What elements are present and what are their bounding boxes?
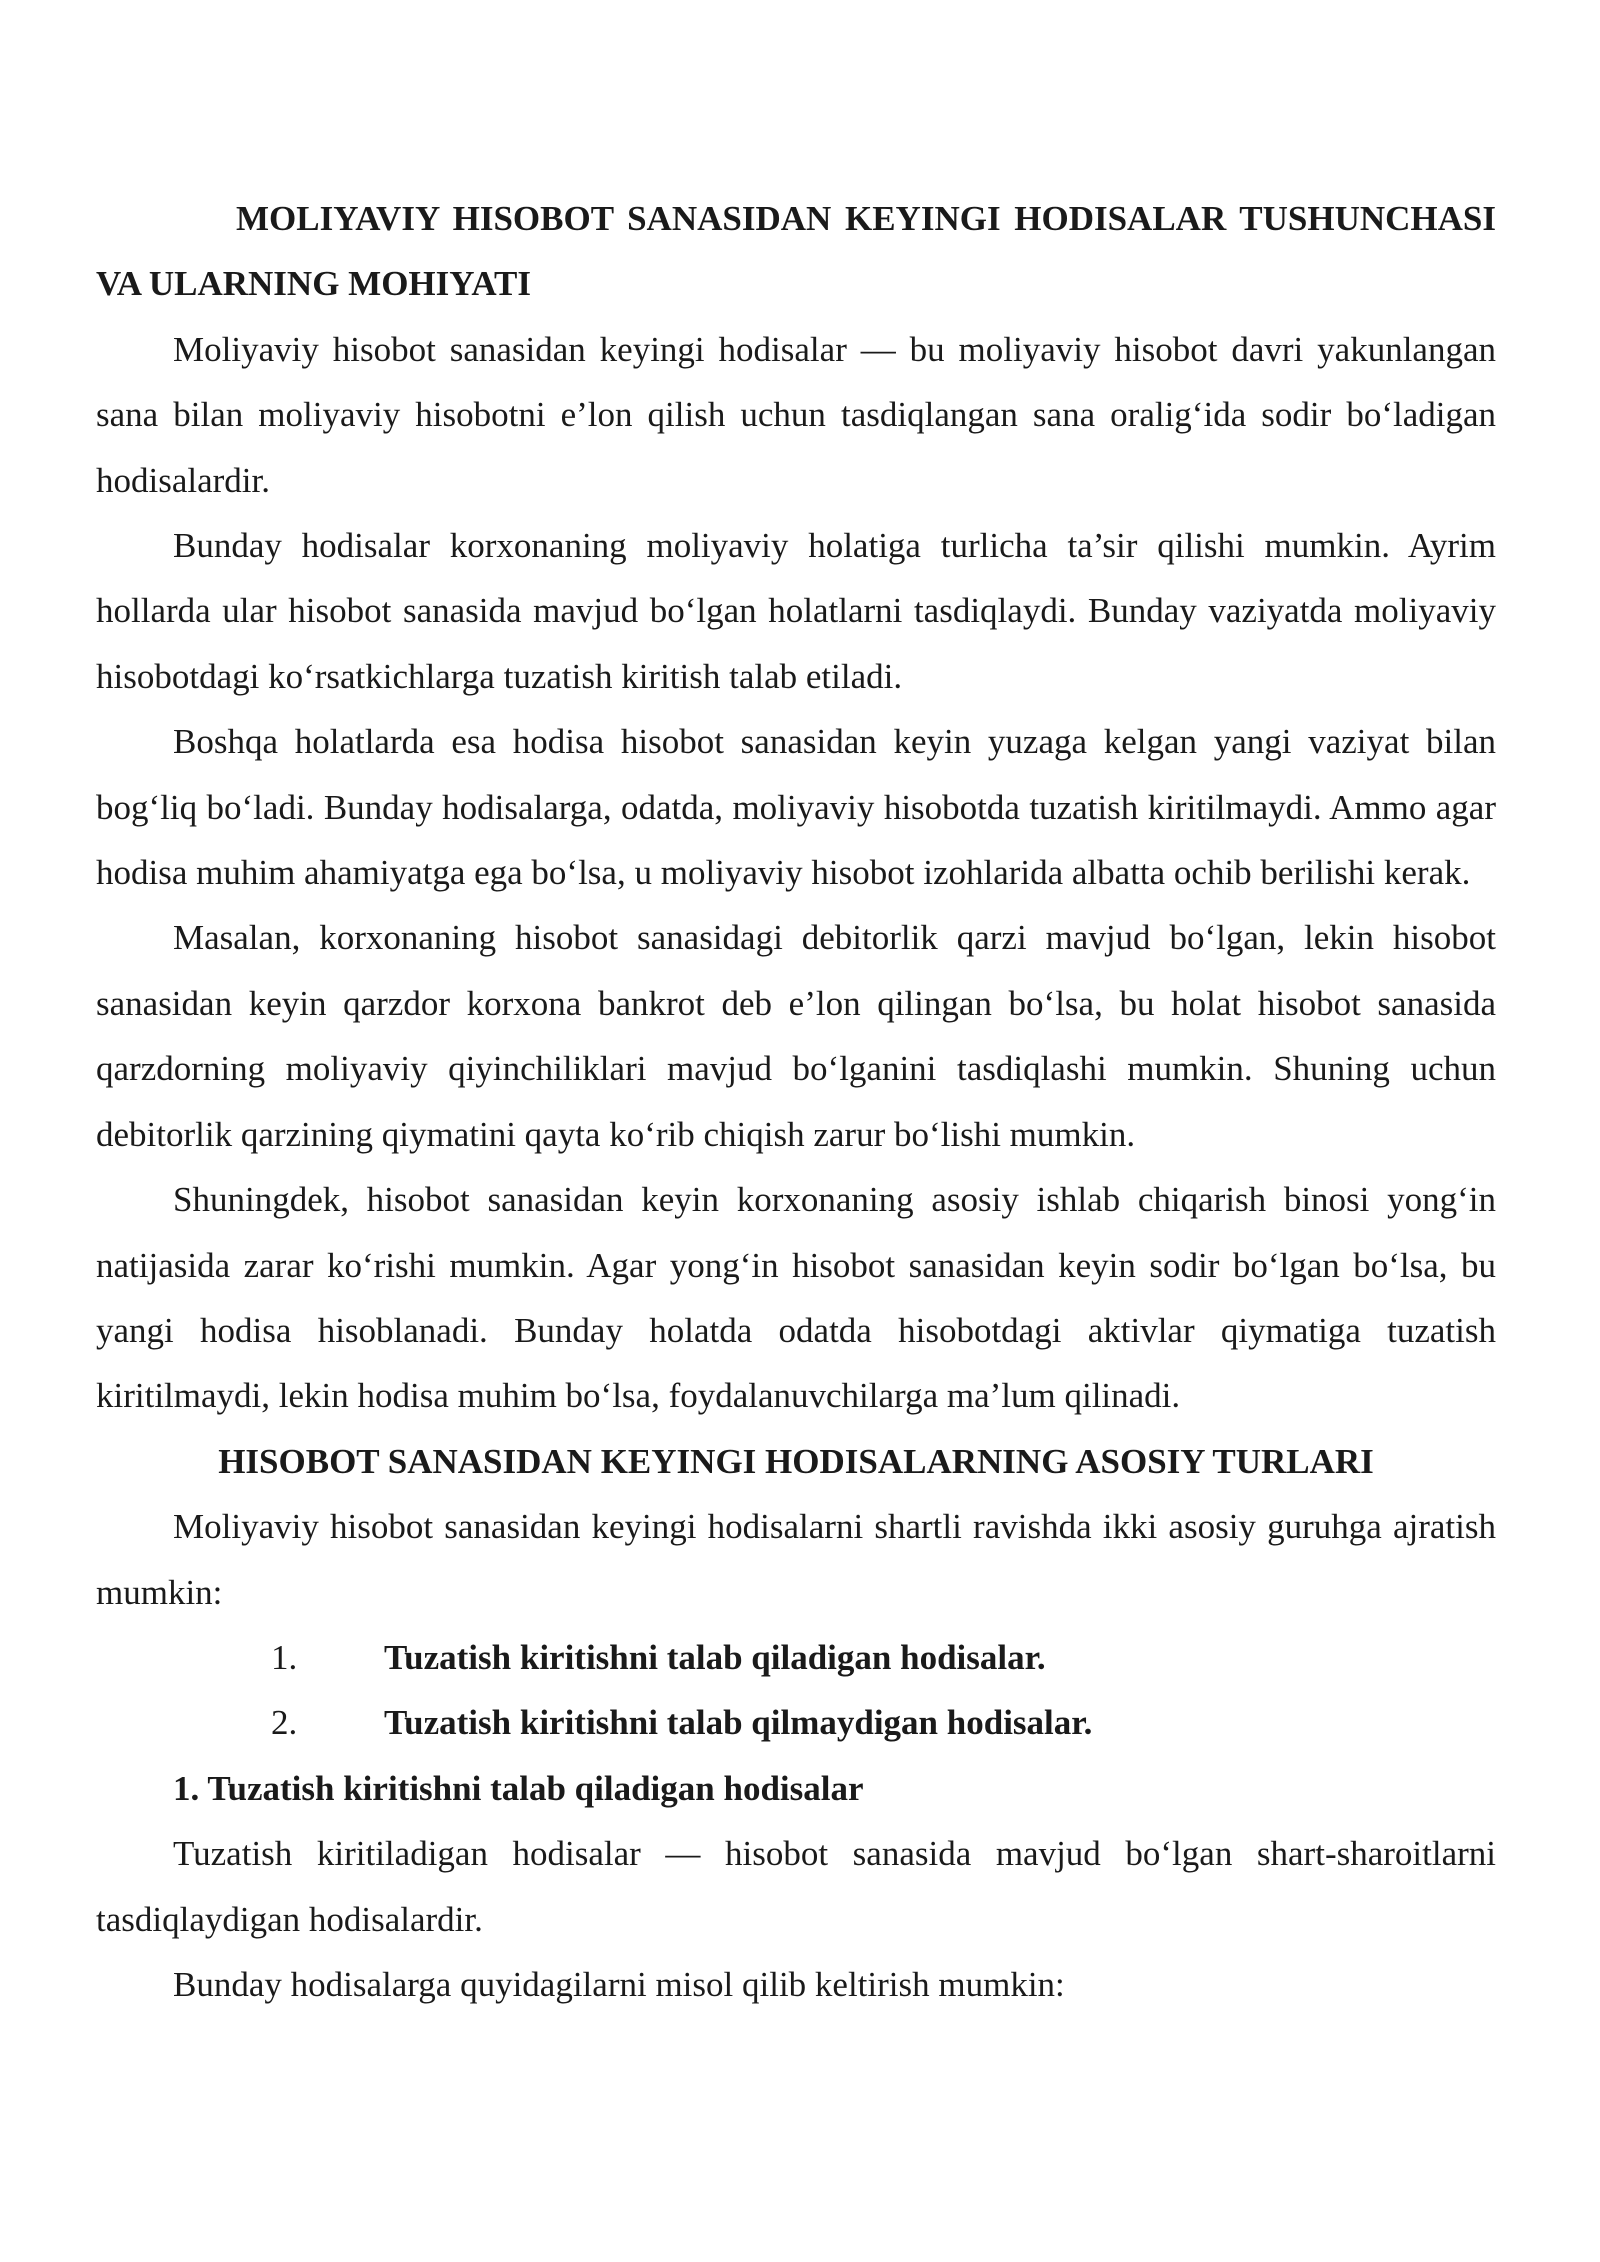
subheading-adjusting-events: 1. Tuzatish kiritishni talab qiladigan hodisalar [173,1768,864,1808]
paragraph-section-intro: Moliyaviy hisobot sanasidan keyingi hodisalarni shartli ravishda ikki asosiy guruhga ajratish mumkin: [96,1507,1496,1612]
paragraph-impact: Bunday hodisalar korxonaning moliyaviy holatiga turlicha ta’sir qilishi mumkin. Ayrim hollarda ular hisobot sanasida mavjud bo‘lgan holatlarni tasdiqlaydi. Bunday vaziyatda moliyaviy hisobotdagi ko‘rsatkichlarga tuzatish kiritish talab etiladi. [96,526,1496,696]
list-item-text: Tuzatish kiritishni talab qilmaydigan hodisalar. [384,1703,1093,1743]
paragraph-adjusting-definition: Tuzatish kiritiladigan hodisalar — hisobot sanasida mavjud bo‘lgan shart-sharoitlarni tasdiqlaydigan hodisalardir. [96,1834,1496,1939]
list-item [96,1690,1496,1755]
paragraph-examples-lead: Bunday hodisalarga quyidagilarni misol qilib keltirish mumkin: [173,1964,1065,2004]
document-page [96,186,1496,2017]
paragraph-new-situation: Boshqa holatlarda esa hodisa hisobot sanasidan keyin yuzaga kelgan yangi vaziyat bilan bog‘liq bo‘ladi. Bunday hodisalarga, odatda, moliyaviy hisobotda tuzatish kiritilmaydi. Ammo agar hodisa muhim ahamiyatga ega bo‘lsa, u moliyaviy hisobot izohlarida albatta ochib berilishi kerak. [96,722,1496,893]
section-heading: HISOBOT SANASIDAN KEYINGI HODISALARNING ASOSIY TURLARI [218,1441,1374,1481]
paragraph-definition: Moliyaviy hisobot sanasidan keyingi hodisalar — bu moliyaviy hisobot davri yakunlangan sana bilan moliyaviy hisobotni e’lon qilish uchun tasdiqlangan sana oralig‘ida sodir bo‘ladigan hodisalardir. [96,329,1496,500]
paragraph-example-fire: Shuningdek, hisobot sanasidan keyin korxonaning asosiy ishlab chiqarish binosi yong‘in natijasida zarar ko‘rishi mumkin. Agar yong‘in hisobot sanasidan keyin sodir bo‘lgan bo‘lsa, bu yangi hodisa hisoblanadi. Bunday holatda odatda hisobotdagi aktivlar qiymatiga tuzatish kiritilmaydi, lekin hodisa muhim bo‘lsa, foydalanuvchilarga ma’lum qilinadi. [96,1180,1496,1416]
list-item-number: 1. [271,1637,298,1677]
list-item-number: 2. [271,1703,298,1743]
list-item-text: Tuzatish kiritishni talab qiladigan hodisalar. [384,1637,1046,1677]
document-title: MOLIYAVIY HISOBOT SANASIDAN KEYINGI HODISALAR TUSHUNCHASI VA ULARNING MOHIYATI [96,199,1496,304]
paragraph-example-receivable: Masalan, korxonaning hisobot sanasidagi debitorlik qarzi mavjud bo‘lgan, lekin hisobot sanasidan keyin qarzdor korxona bankrot deb e’lon qilingan bo‘lsa, bu holat hisobot sanasida qarzdorning moliyaviy qiyinchiliklari mavjud bo‘lganini tasdiqlashi mumkin. Shuning uchun debitorlik qarzining qiymatini qayta ko‘rib chiqish zarur bo‘lishi mumkin. [96,918,1496,1154]
event-types-list [96,1625,1496,1756]
list-item [96,1625,1496,1690]
